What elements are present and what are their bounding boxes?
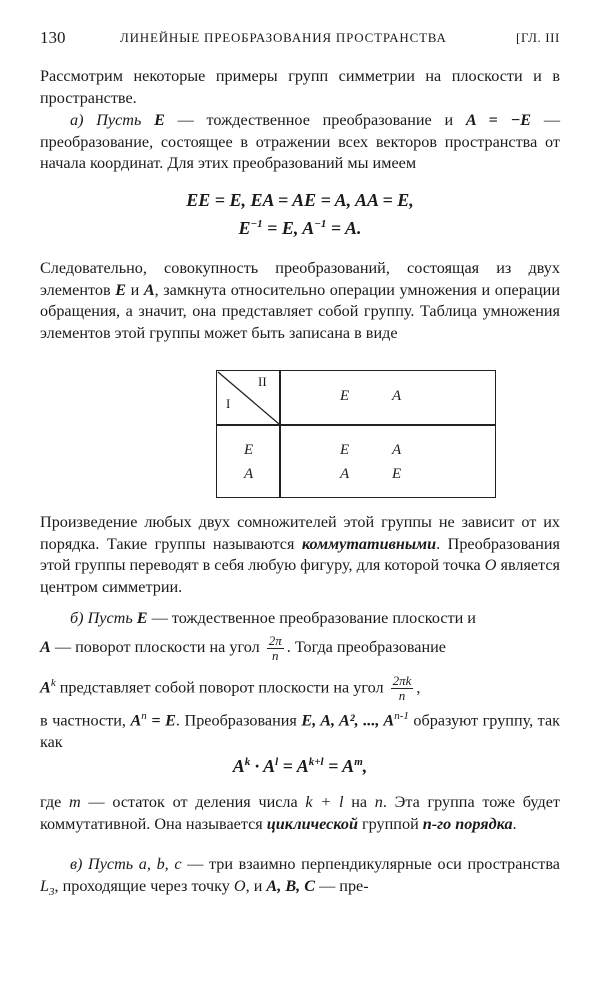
paragraph-commutative: Произведение любых двух сомножителей этой группы не зависит от их порядка. Такие группы называются коммутативными. Преобразования этой группы переводят в себя любую фигуру, для которой точка O является центром симметрии. (40, 513, 560, 596)
equation-products: EE = E, EA = AE = A, AA = E, (186, 190, 414, 210)
running-header (40, 28, 560, 50)
paragraph-case-b-line2: A — поворот плоскости на угол $\frac{2\pi}{n}$ . Тогда преобразование (40, 633, 446, 663)
multiplication-table (216, 370, 496, 500)
paragraph-case-b-line3: $A^k$ представляет собой поворот плоскости на угол $\frac{2\pi k}{n}$ , (40, 673, 421, 704)
paragraph-case-c: в) Пусть a, b, c — три взаимно перпендикулярные оси пространства $L_3$, проходящие через точку O, и A, B, C — пре- (40, 855, 560, 898)
page-number: 130 (40, 28, 66, 47)
table-row-header: A (244, 466, 254, 482)
paragraph-case-a: а) Пусть E — тождественное преобразование и A = −E — преобразование, состоящее в отражении всех векторов пространства от начала координат. Для этих преобразований мы имеем (40, 111, 561, 172)
fraction-2pik-over-n: $\frac{2\pi k}{n}$ (392, 673, 412, 704)
fraction-2pi-over-n: $\frac{2\pi}{n}$ (268, 633, 282, 663)
table-cell: A (340, 466, 350, 482)
table-row-header: E (244, 442, 254, 458)
chapter-label: [ГЛ. III (516, 30, 560, 45)
paragraph-group-closure: Следовательно, совокупность преобразований, состоящая из двух элементов E и A, замкнута относительно операции умножения и операции обращения, а значит, она представляет собой группу. Таблица умножения элементов этой группы может быть записана в виде (40, 259, 560, 342)
paragraph-cyclic-definition: где m — остаток от деления числа k + l на n. Эта группа тоже будет коммутативной. Она называется циклической группой n-го порядка. (40, 793, 560, 833)
paragraph-case-b-line1: б) Пусть E — тождественное преобразование плоскости и (70, 609, 476, 627)
paragraph-intro: Рассмотрим некоторые примеры групп симметрии на плоскости и в пространстве. (40, 67, 560, 107)
table-cell: E (340, 442, 350, 458)
table-corner-bottom-label: I (226, 396, 231, 411)
table-col-header: A (392, 388, 402, 404)
table-corner-top-label: II (258, 374, 267, 389)
table-cell: E (392, 466, 402, 482)
paragraph-case-b-line4: в частности, $A^n = E$. Преобразования E, A, A², ..., $A^{n-1}$ образуют группу, так как (40, 710, 560, 751)
table-cell: A (392, 442, 402, 458)
running-title: ЛИНЕЙНЫЕ ПРЕОБРАЗОВАНИЯ ПРОСТРАНСТВА (120, 30, 447, 45)
equation-inverses: $E^{-1} = E$, $A^{-1} = A$. (238, 218, 362, 238)
book-page (40, 0, 560, 1000)
table-col-header: E (340, 388, 350, 404)
equation-cyclic: $A^k \cdot A^l = A^{k+l} = A^m$, (232, 756, 368, 776)
